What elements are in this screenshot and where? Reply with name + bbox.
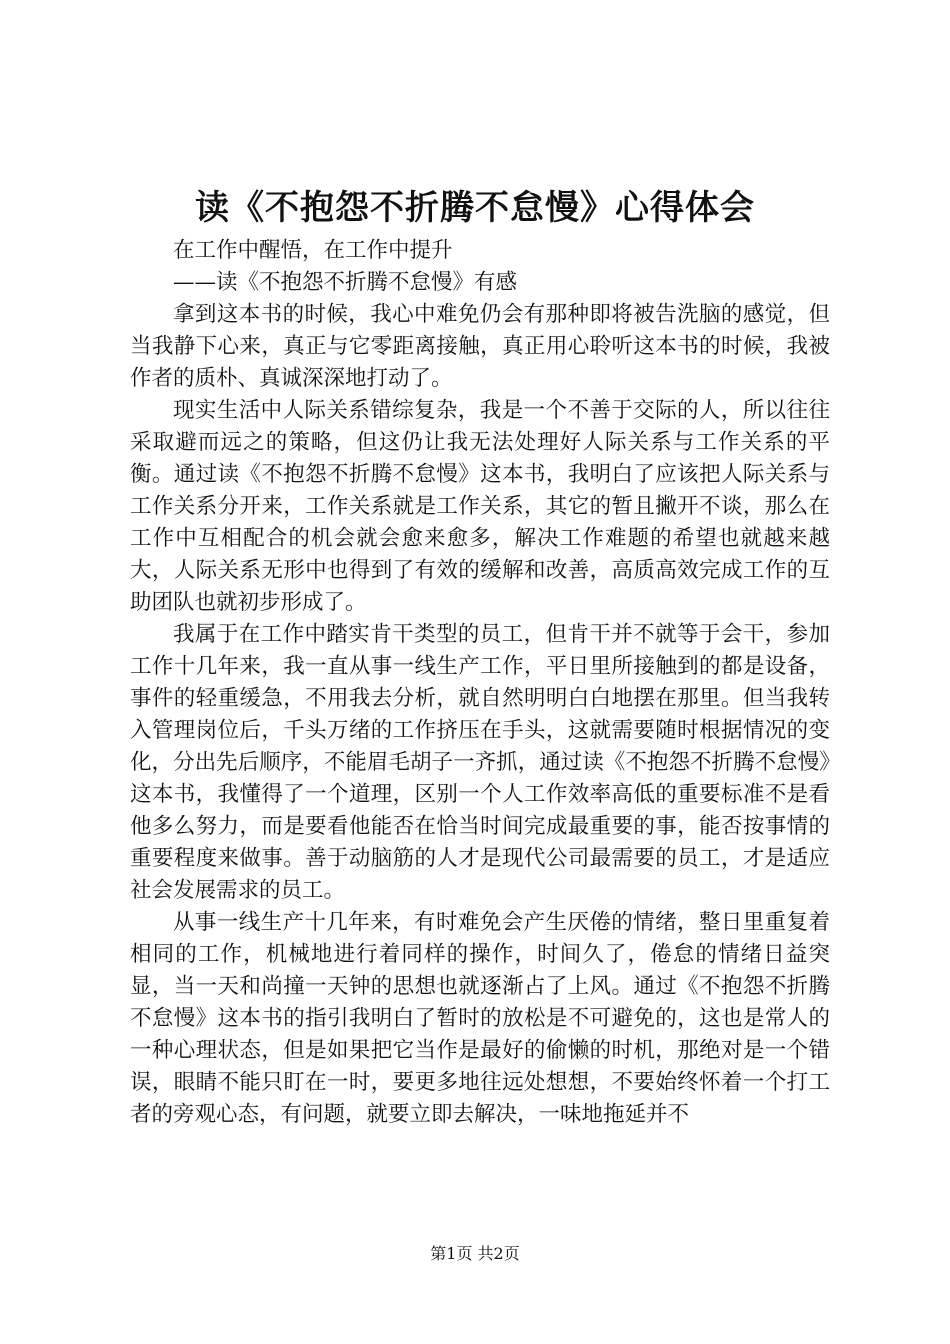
- body-paragraph: 从事一线生产十几年来，有时难免会产生厌倦的情绪，整日里重复着相同的工作，机械地进行着同样的操作，时间久了，倦怠的情绪日益突显，当一天和尚撞一天钟的思想也就逐渐占了上风。通过《不抱怨不折腾不怠慢》这本书的指引我明白了暂时的放松是不可避免的，这也是常人的一种心理状态，但是如果把它当作是最好的偷懒的时机，那绝对是一个错误，眼睛不能只盯在一时，要更多地往远处想想，不要始终怀着一个打工者的旁观心态，有问题，就要立即去解决，一味地拖延并不: [130, 910, 830, 1127]
- document-title: 读《不抱怨不折腾不怠慢》心得体会: [195, 188, 755, 228]
- body-paragraph: 拿到这本书的时候，我心中难免仍会有那种即将被告洗脑的感觉，但当我静下心来，真正与它零距离接触，真正用心聆听这本书的时候，我被作者的质朴、真诚深深地打动了。: [130, 302, 830, 391]
- document-byline: ——读《不抱怨不折腾不怠慢》有感: [173, 270, 518, 295]
- body-paragraph: 现实生活中人际关系错综复杂，我是一个不善于交际的人，所以往往采取避而远之的策略，但这仍让我无法处理好人际关系与工作关系的平衡。通过读《不抱怨不折腾不怠慢》这本书，我明白了应该把人际关系与工作关系分开来，工作关系就是工作关系，其它的暂且撇开不谈，那么在工作中互相配合的机会就会愈来愈多，解决工作难题的希望也就越来越大，人际关系无形中也得到了有效的缓解和改善，高质高效完成工作的互助团队也就初步形成了。: [130, 398, 830, 615]
- document-body: [130, 235, 830, 1131]
- document-subtitle: 在工作中醒悟，在工作中提升: [173, 238, 453, 263]
- page-number-footer: 第1页 共2页: [430, 1244, 520, 1263]
- body-paragraph: 我属于在工作中踏实肯干类型的员工，但肯干并不就等于会干，参加工作十几年来，我一直从事一线生产工作，平日里所接触到的都是设备，事件的轻重缓急，不用我去分析，就自然明明白白地摆在那里。但当我转入管理岗位后，千头万绪的工作挤压在手头，这就需要随时根据情况的变化，分出先后顺序，不能眉毛胡子一齐抓，通过读《不抱怨不折腾不怠慢》这本书，我懂得了一个道理，区别一个人工作效率高低的重要标准不是看他多么努力，而是要看他能否在恰当时间完成最重要的事，能否按事情的重要程度来做事。善于动脑筋的人才是现代公司最需要的员工，才是适应社会发展需求的员工。: [130, 622, 830, 903]
